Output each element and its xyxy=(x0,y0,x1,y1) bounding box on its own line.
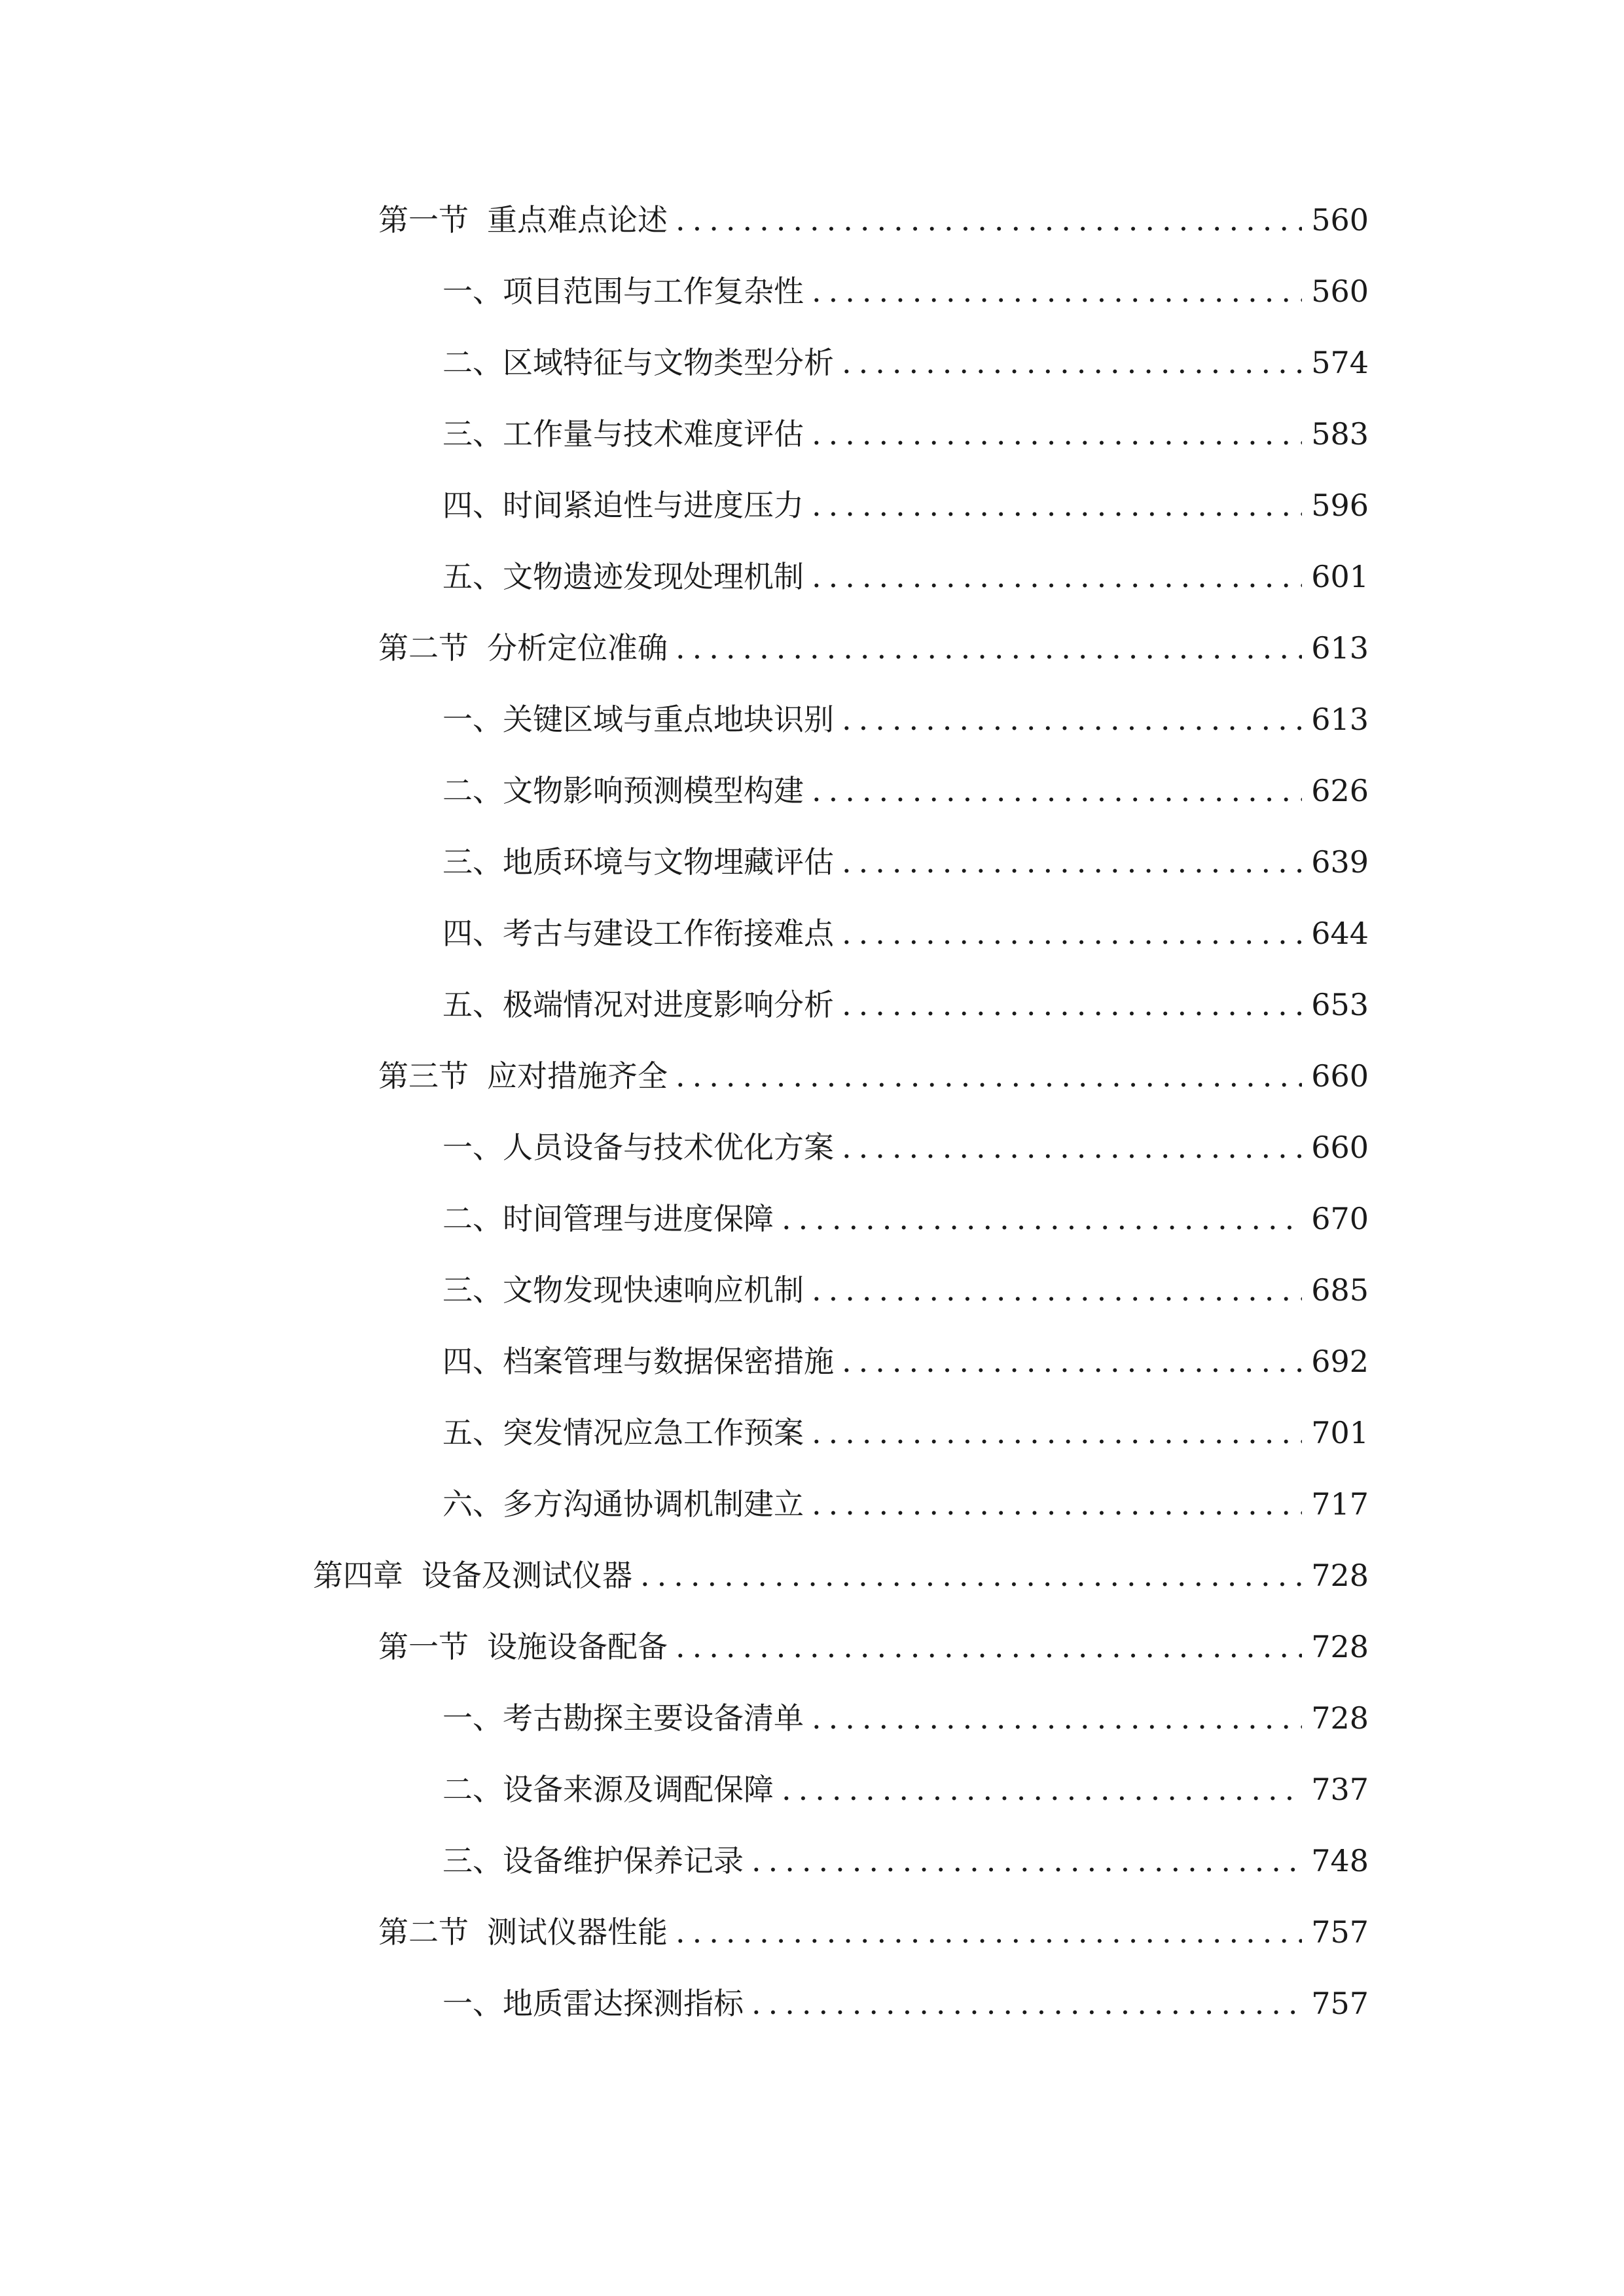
toc-entry-item[interactable] xyxy=(442,1120,1369,1175)
entry-title: 地质环境与文物埋藏评估 xyxy=(503,844,834,880)
entry-number: 第四章 xyxy=(313,1558,403,1593)
entry-title: 重点难点论述 xyxy=(487,202,668,238)
dot-leader xyxy=(842,1334,1302,1389)
entry-number: 四、 xyxy=(442,916,503,951)
toc-entry-item[interactable] xyxy=(442,1405,1369,1460)
entry-number: 第二节 xyxy=(378,630,469,666)
toc-entry-item[interactable] xyxy=(442,1263,1369,1318)
entry-number: 三、 xyxy=(442,1272,503,1308)
entry-number: 第二节 xyxy=(378,1914,469,1950)
dot-leader xyxy=(782,1191,1302,1246)
toc-entry-item[interactable] xyxy=(442,906,1369,961)
dot-leader xyxy=(812,1477,1302,1532)
entry-page-number: 685 xyxy=(1311,1272,1369,1308)
entry-title: 项目范围与工作复杂性 xyxy=(503,274,804,309)
toc-entry-item[interactable] xyxy=(442,406,1369,461)
entry-page-number: 613 xyxy=(1311,702,1369,737)
toc-entry-section[interactable] xyxy=(378,1905,1369,1960)
entry-page-number: 670 xyxy=(1311,1201,1369,1236)
toc-entry-item[interactable] xyxy=(442,763,1369,818)
entry-number: 二、 xyxy=(442,1772,503,1807)
entry-page-number: 574 xyxy=(1311,345,1369,380)
dot-leader xyxy=(751,1976,1302,2031)
entry-number: 六、 xyxy=(442,1486,503,1522)
entry-number: 三、 xyxy=(442,1843,503,1878)
toc-entry-item[interactable] xyxy=(442,1191,1369,1246)
dot-leader xyxy=(782,1762,1302,1817)
entry-title: 工作量与技术难度评估 xyxy=(503,416,804,452)
entry-number: 第三节 xyxy=(378,1058,469,1094)
entry-page-number: 660 xyxy=(1311,1130,1369,1165)
entry-number: 二、 xyxy=(442,773,503,808)
entry-title: 设备来源及调配保障 xyxy=(503,1772,774,1807)
entry-title: 文物遗迹发现处理机制 xyxy=(503,559,804,594)
entry-number: 五、 xyxy=(442,559,503,594)
dot-leader xyxy=(812,264,1302,319)
entry-page-number: 560 xyxy=(1311,202,1369,238)
dot-leader xyxy=(842,977,1302,1032)
toc-entry-section[interactable] xyxy=(378,1049,1369,1103)
entry-number: 三、 xyxy=(442,416,503,452)
entry-title: 区域特征与文物类型分析 xyxy=(503,345,834,380)
entry-title: 考古勘探主要设备清单 xyxy=(503,1700,804,1736)
dot-leader xyxy=(751,1833,1302,1888)
dot-leader xyxy=(842,692,1302,747)
entry-number: 一、 xyxy=(442,1130,503,1165)
entry-title: 多方沟通协调机制建立 xyxy=(503,1486,804,1522)
toc-entry-item[interactable] xyxy=(442,1477,1369,1532)
dot-leader xyxy=(842,834,1302,889)
toc-entry-item[interactable] xyxy=(442,834,1369,889)
entry-page-number: 692 xyxy=(1311,1344,1369,1379)
entry-page-number: 748 xyxy=(1311,1843,1369,1878)
entry-page-number: 613 xyxy=(1311,630,1369,666)
dot-leader xyxy=(676,192,1302,247)
entry-title: 设施设备配备 xyxy=(487,1629,668,1664)
entry-number: 一、 xyxy=(442,274,503,309)
entry-title: 时间管理与进度保障 xyxy=(503,1201,774,1236)
entry-title: 地质雷达探测指标 xyxy=(503,1986,744,2021)
dot-leader xyxy=(812,406,1302,461)
entry-page-number: 728 xyxy=(1311,1558,1369,1593)
entry-page-number: 757 xyxy=(1311,1986,1369,2021)
toc-entry-item[interactable] xyxy=(442,692,1369,747)
toc-entry-item[interactable] xyxy=(442,977,1369,1032)
entry-title: 档案管理与数据保密措施 xyxy=(503,1344,834,1379)
entry-title: 测试仪器性能 xyxy=(487,1914,668,1950)
entry-page-number: 560 xyxy=(1311,274,1369,309)
entry-page-number: 596 xyxy=(1311,488,1369,523)
toc-entry-section[interactable] xyxy=(378,1619,1369,1674)
dot-leader xyxy=(812,478,1302,533)
toc-entry-item[interactable] xyxy=(442,264,1369,319)
toc-entry-item[interactable] xyxy=(442,1691,1369,1746)
entry-page-number: 639 xyxy=(1311,844,1369,880)
toc-entry-section[interactable] xyxy=(378,192,1369,247)
entry-title: 文物发现快速响应机制 xyxy=(503,1272,804,1308)
dot-leader xyxy=(676,1049,1302,1103)
entry-number: 第一节 xyxy=(378,202,469,238)
toc-entry-item[interactable] xyxy=(442,1762,1369,1817)
toc-entry-section[interactable] xyxy=(378,620,1369,675)
entry-title: 设备及测试仪器 xyxy=(422,1558,632,1593)
entry-title: 极端情况对进度影响分析 xyxy=(503,987,834,1022)
entry-title: 考古与建设工作衔接难点 xyxy=(503,916,834,951)
entry-title: 时间紧迫性与进度压力 xyxy=(503,488,804,523)
entry-number: 二、 xyxy=(442,345,503,380)
dot-leader xyxy=(812,549,1302,604)
entry-page-number: 601 xyxy=(1311,559,1369,594)
dot-leader xyxy=(842,906,1302,961)
entry-number: 五、 xyxy=(442,1415,503,1450)
entry-page-number: 737 xyxy=(1311,1772,1369,1807)
entry-title: 突发情况应急工作预案 xyxy=(503,1415,804,1450)
entry-title: 人员设备与技术优化方案 xyxy=(503,1130,834,1165)
dot-leader xyxy=(812,763,1302,818)
dot-leader xyxy=(812,1405,1302,1460)
entry-page-number: 717 xyxy=(1311,1486,1369,1522)
entry-number: 一、 xyxy=(442,1986,503,2021)
entry-page-number: 757 xyxy=(1311,1914,1369,1950)
dot-leader xyxy=(676,1905,1302,1960)
toc-entry-item[interactable] xyxy=(442,478,1369,533)
entry-number: 四、 xyxy=(442,488,503,523)
entry-number: 五、 xyxy=(442,987,503,1022)
entry-title: 关键区域与重点地块识别 xyxy=(503,702,834,737)
dot-leader xyxy=(676,620,1302,675)
entry-number: 四、 xyxy=(442,1344,503,1379)
entry-page-number: 701 xyxy=(1311,1415,1369,1450)
toc-entry-item[interactable] xyxy=(442,1833,1369,1888)
toc-entry-item[interactable] xyxy=(442,549,1369,604)
entry-page-number: 728 xyxy=(1311,1629,1369,1664)
toc-entry-chapter[interactable] xyxy=(313,1548,1369,1603)
dot-leader xyxy=(640,1548,1302,1603)
entry-page-number: 644 xyxy=(1311,916,1369,951)
entry-number: 第一节 xyxy=(378,1629,469,1664)
entry-page-number: 626 xyxy=(1311,773,1369,808)
entry-number: 一、 xyxy=(442,702,503,737)
toc-entry-item[interactable] xyxy=(442,1976,1369,2031)
entry-page-number: 583 xyxy=(1311,416,1369,452)
entry-title: 应对措施齐全 xyxy=(487,1058,668,1094)
dot-leader xyxy=(676,1619,1302,1674)
dot-leader xyxy=(842,1120,1302,1175)
dot-leader xyxy=(842,335,1302,390)
entry-title: 文物影响预测模型构建 xyxy=(503,773,804,808)
toc-entry-item[interactable] xyxy=(442,1334,1369,1389)
dot-leader xyxy=(812,1263,1302,1318)
entry-number: 一、 xyxy=(442,1700,503,1736)
entry-number: 二、 xyxy=(442,1201,503,1236)
entry-title: 设备维护保养记录 xyxy=(503,1843,744,1878)
dot-leader xyxy=(812,1691,1302,1746)
entry-number: 三、 xyxy=(442,844,503,880)
entry-page-number: 653 xyxy=(1311,987,1369,1022)
entry-page-number: 660 xyxy=(1311,1058,1369,1094)
entry-page-number: 728 xyxy=(1311,1700,1369,1736)
entry-title: 分析定位准确 xyxy=(487,630,668,666)
toc-entry-item[interactable] xyxy=(442,335,1369,390)
